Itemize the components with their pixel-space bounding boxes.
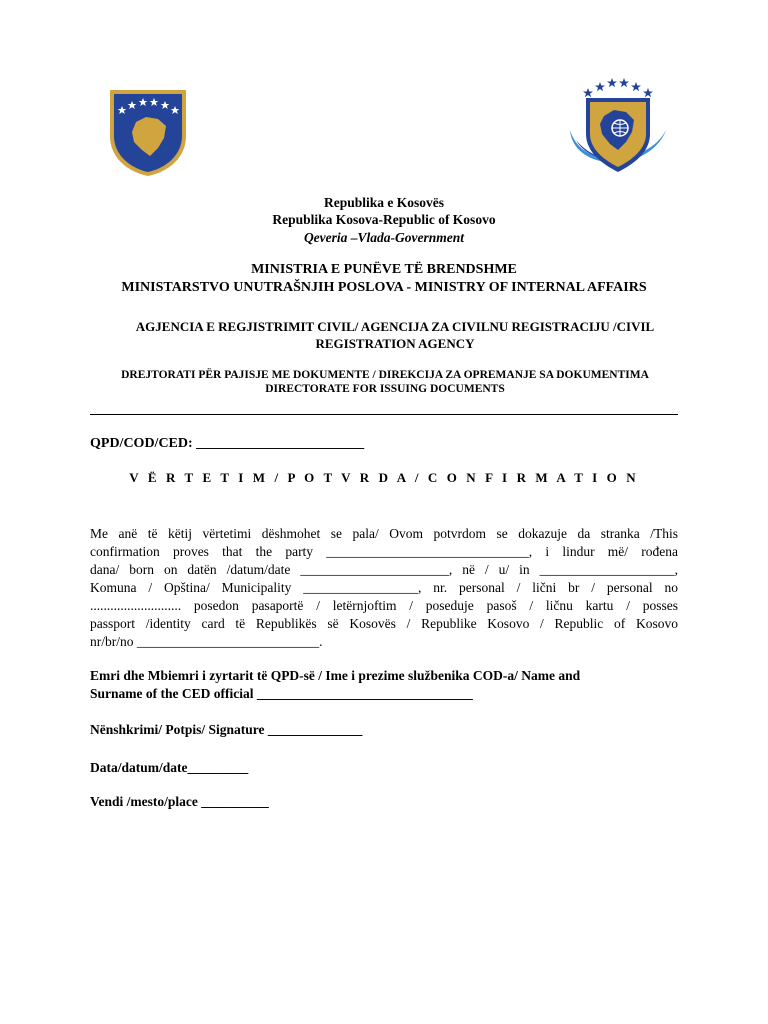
agency-name bbox=[110, 318, 680, 352]
directorate-name bbox=[80, 368, 690, 396]
body-line: dana/ born on datën /datum/date ______________________, në / u/ in ____________________, bbox=[90, 562, 678, 577]
confirmation-body bbox=[90, 525, 678, 651]
date-field: Data/datum/date_________ bbox=[90, 760, 249, 775]
official-name-line: Surname of the CED official ________________________________ bbox=[90, 686, 473, 701]
body-line: passport /identity card të Republikës së Kosovës / Republike Kosovo / Republic of Kosovo bbox=[90, 616, 678, 631]
body-line: ........................... posedon pasaportë / letërnjoftim / poseduje pasoš / ličnu kartu / posses bbox=[90, 598, 678, 613]
official-name-line: Emri dhe Mbiemri i zyrtarit të QPD-së / Ime i prezime službenika COD-a/ Name and bbox=[90, 668, 581, 683]
header-divider bbox=[90, 414, 678, 415]
body-line: Komuna / Opština/ Municipality _________________, nr. personal / lični br / personal no bbox=[90, 580, 678, 595]
country-name-albanian: Republika e Kosovës bbox=[323, 195, 445, 210]
directorate-name-line: DREJTORATI PËR PAJISJE ME DOKUMENTE / DIREKCIJA ZA OPREMANJE SA DOKUMENTIMA bbox=[121, 369, 649, 381]
official-name-field bbox=[90, 667, 580, 703]
body-line: confirmation proves that the party ______________________________, i lindur më/ rođena bbox=[90, 544, 678, 559]
civil-registration-agency-logo-icon bbox=[562, 72, 672, 182]
qpd-code-field: QPD/COD/CED: ________________________ bbox=[90, 436, 365, 451]
ministry-name-multilingual: MINISTARSTVO UNUTRAŠNJIH POSLOVA - MINISTRY OF INTERNAL AFFAIRS bbox=[121, 280, 647, 295]
agency-name-line: AGJENCIA E REGJISTRIMIT CIVIL/ AGENCIJA ZA CIVILNU REGISTRACIJU /CIVIL bbox=[135, 319, 655, 334]
country-name-multilingual: Republika Kosova-Republic of Kosovo bbox=[272, 212, 496, 227]
document-title: V Ë R T E T I M / P O T V R D A / C O N F I R M A T I O N bbox=[129, 470, 639, 485]
government-label: Qeveria –Vlada-Government bbox=[303, 230, 465, 245]
body-line: nr/br/no ___________________________. bbox=[90, 634, 323, 649]
ministry-name-albanian: MINISTRIA E PUNËVE TË BRENDSHME bbox=[251, 262, 517, 277]
agency-name-line: REGISTRATION AGENCY bbox=[315, 336, 475, 351]
directorate-name-line: DIRECTORATE FOR ISSUING DOCUMENTS bbox=[265, 383, 505, 395]
signature-field: Nënshkrimi/ Potpis/ Signature ______________ bbox=[90, 722, 363, 737]
kosovo-coat-of-arms-icon bbox=[106, 86, 190, 178]
place-field: Vendi /mesto/place __________ bbox=[90, 794, 269, 809]
body-line: Me anë të këtij vërtetimi dëshmohet se pala/ Ovom potvrdom se dokazuje da stranka /This bbox=[90, 526, 678, 541]
